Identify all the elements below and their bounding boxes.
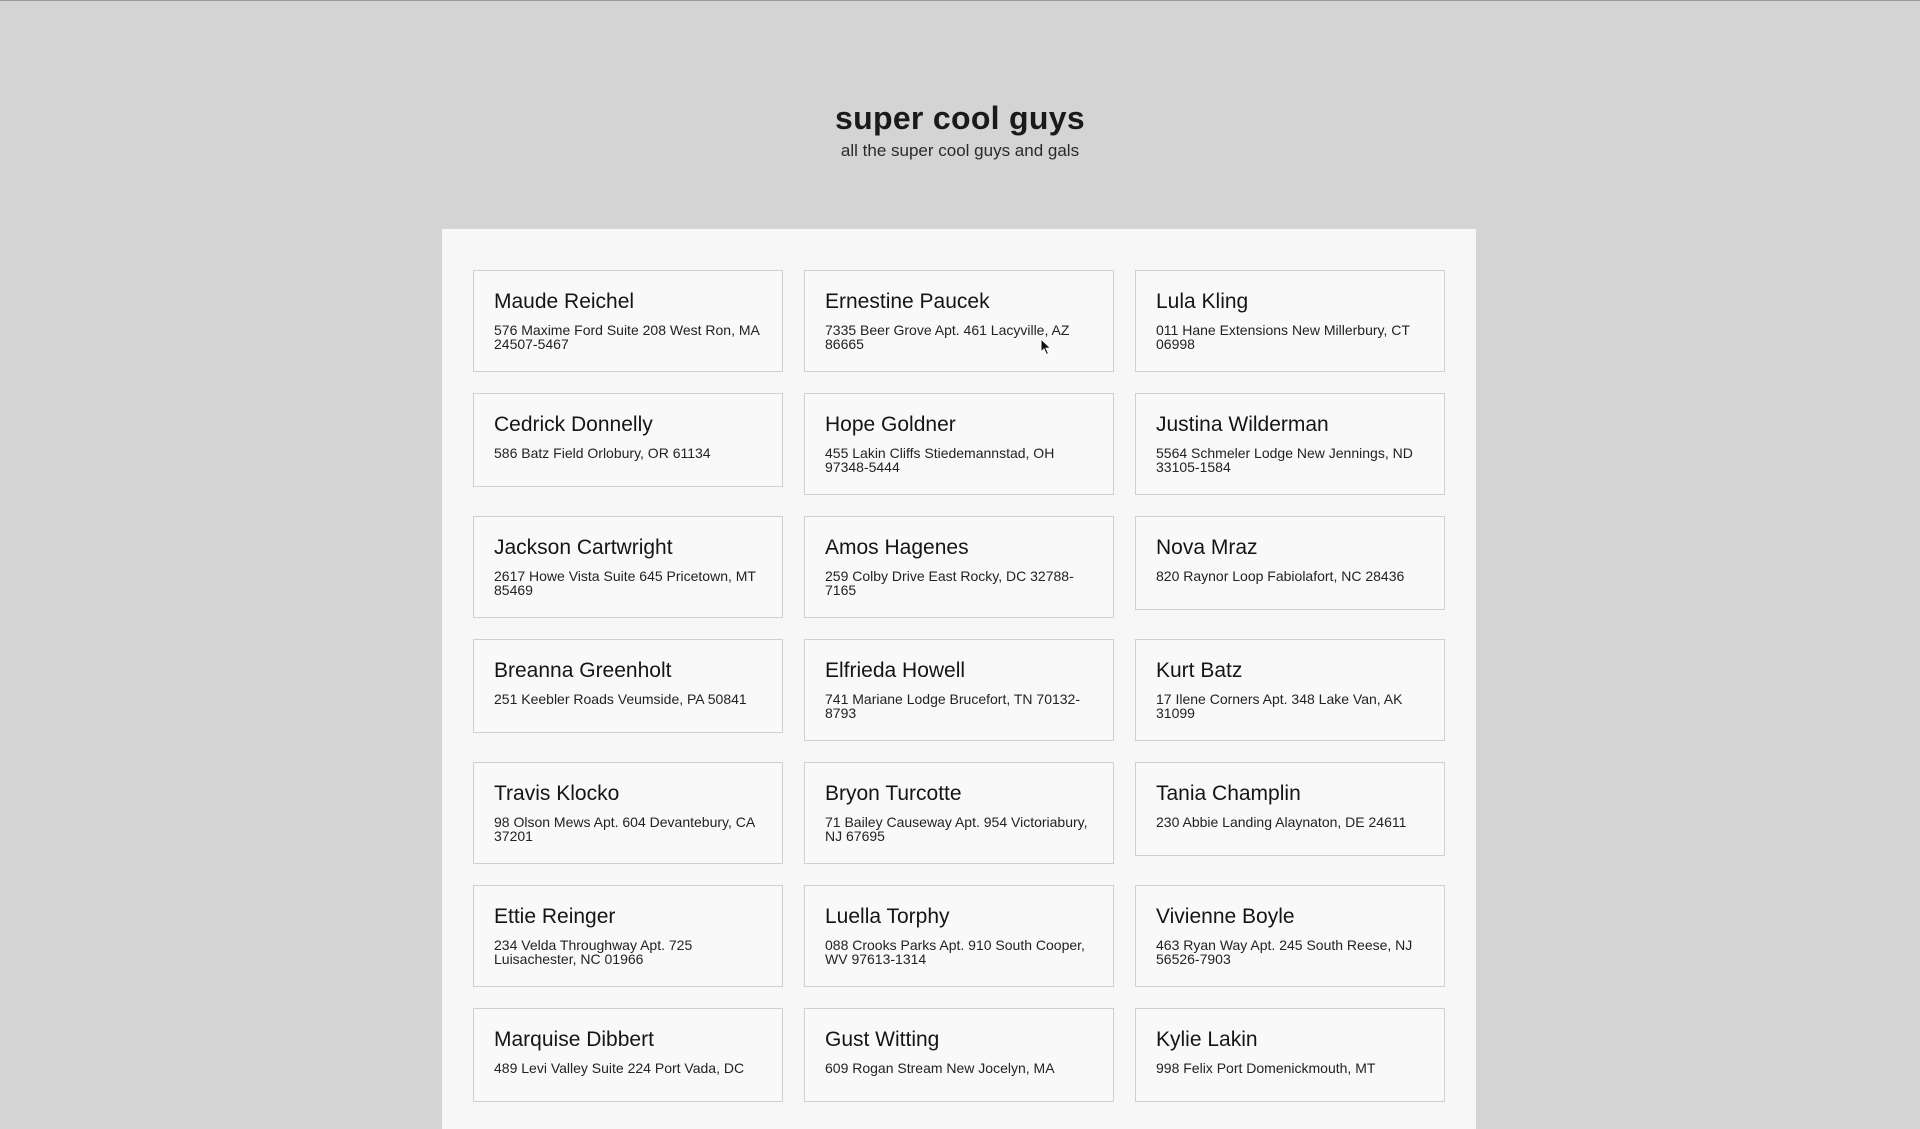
contact-name: Travis Klocko [494,782,620,805]
contact-name: Maude Reichel [494,290,635,313]
contact-address: 489 Levi Valley Suite 224 Port Vada, DC [494,1060,745,1076]
contact-name: Marquise Dibbert [494,1028,654,1051]
contact-address: 2617 Howe Vista Suite 645 Pricetown, MT 85469 [494,568,756,598]
contact-card [804,516,1114,618]
contact-card [804,885,1114,987]
contact-card [1135,1008,1445,1102]
contact-name: Ernestine Paucek [825,290,990,313]
contact-card [473,393,783,487]
contact-card [804,639,1114,741]
contact-name: Kylie Lakin [1156,1028,1258,1051]
contact-card [804,270,1114,372]
contact-card [473,270,783,372]
page-title: super cool guys [835,100,1085,136]
contact-name: Vivienne Boyle [1156,905,1295,928]
contact-name: Cedrick Donnelly [494,413,653,436]
contact-address: 259 Colby Drive East Rocky, DC 32788-7165 [825,568,1074,598]
contact-address: 7335 Beer Grove Apt. 461 Lacyville, AZ 86665 [825,322,1070,352]
contact-card [473,639,783,733]
contact-name: Lula Kling [1156,290,1249,313]
contact-name: Gust Witting [825,1028,940,1051]
contact-address: 576 Maxime Ford Suite 208 West Ron, MA 24507-5467 [494,322,760,352]
contact-card [473,1008,783,1102]
contact-address: 088 Crooks Parks Apt. 910 South Cooper, WV 97613-1314 [825,937,1085,967]
top-border [0,0,1920,1]
contact-address: 011 Hane Extensions New Millerbury, CT 06998 [1156,322,1410,352]
contact-name: Elfrieda Howell [825,659,966,682]
contact-name: Nova Mraz [1156,536,1258,559]
contact-address: 609 Rogan Stream New Jocelyn, MA [825,1060,1055,1076]
contact-card [804,762,1114,864]
contact-address: 820 Raynor Loop Fabiolafort, NC 28436 [1156,568,1405,584]
contact-name: Breanna Greenholt [494,659,672,682]
contact-address: 586 Batz Field Orlobury, OR 61134 [494,445,711,461]
contact-address: 71 Bailey Causeway Apt. 954 Victoriabury, NJ 67695 [825,814,1088,844]
contact-card [1135,885,1445,987]
contact-card [1135,393,1445,495]
contact-name: Tania Champlin [1156,782,1301,805]
contact-address: 234 Velda Throughway Apt. 725 Luisachester, NC 01966 [494,937,693,967]
contact-card [1135,270,1445,372]
contact-card [1135,639,1445,741]
contact-card [473,762,783,864]
contact-address: 98 Olson Mews Apt. 604 Devantebury, CA 37201 [494,814,755,844]
contact-address: 741 Mariane Lodge Brucefort, TN 70132-8793 [825,691,1081,721]
contact-card [473,516,783,618]
contact-address: 463 Ryan Way Apt. 245 South Reese, NJ 56526-7903 [1156,937,1413,967]
contact-address: 455 Lakin Cliffs Stiedemannstad, OH 97348-5444 [825,445,1055,475]
contact-name: Justina Wilderman [1156,413,1329,436]
page-header [0,96,1920,162]
contacts-panel [442,229,1476,1129]
page-subtitle: all the super cool guys and gals [840,141,1080,160]
contact-name: Jackson Cartwright [494,536,673,559]
contact-address: 230 Abbie Landing Alaynaton, DE 24611 [1156,814,1407,830]
contact-address: 5564 Schmeler Lodge New Jennings, ND 33105-1584 [1156,445,1413,475]
contact-card [1135,762,1445,856]
contacts-grid [473,270,1445,1102]
contact-name: Ettie Reinger [494,905,616,928]
contact-name: Kurt Batz [1156,659,1243,682]
contact-card [804,393,1114,495]
contact-card [1135,516,1445,610]
contact-card [473,885,783,987]
contact-address: 251 Keebler Roads Veumside, PA 50841 [494,691,747,707]
contact-name: Amos Hagenes [825,536,969,559]
contact-name: Hope Goldner [825,413,956,436]
contact-card [804,1008,1114,1102]
mouse-pointer-icon [1040,338,1052,356]
contact-name: Luella Torphy [825,905,950,928]
contact-address: 17 Ilene Corners Apt. 348 Lake Van, AK 31099 [1156,691,1403,721]
contact-name: Bryon Turcotte [825,782,962,805]
contact-address: 998 Felix Port Domenickmouth, MT [1156,1060,1376,1076]
